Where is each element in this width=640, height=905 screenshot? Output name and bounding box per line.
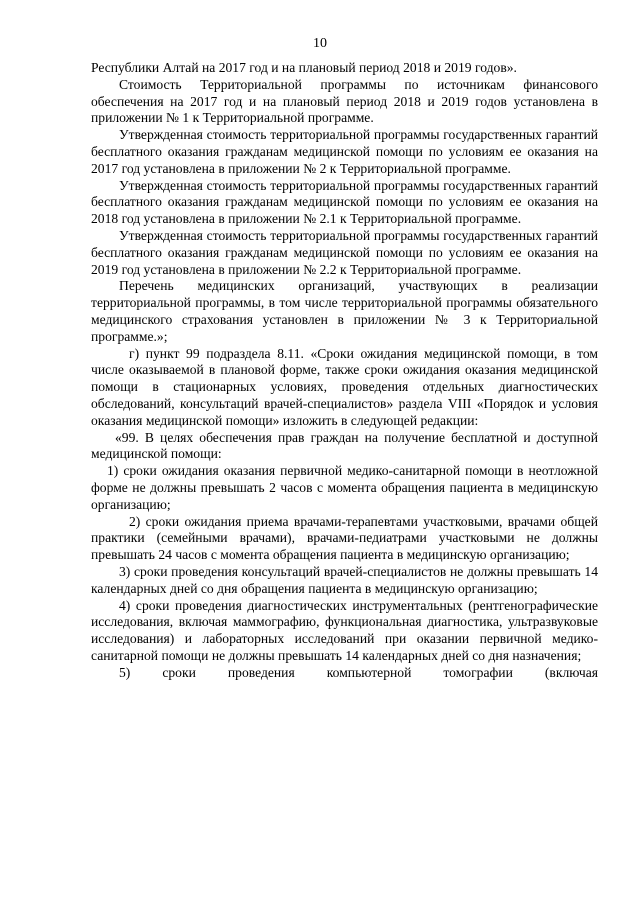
paragraph-organizations-list: Перечень медицинских организаций, участвующих в реализации территориальной программы, в том числе территориальной программы обязательного медицинского страхования установлен в приложении № 3 к Территориальной программе.»; [91,278,598,344]
paragraph-cost-2019: Утвержденная стоимость территориальной программы государственных гарантий бесплатного оказания гражданам медицинской помощи по условиям ее оказания на 2019 год установлена в приложении № 2.2 к Территориальной программе. [91,227,598,277]
paragraph-clause-99: «99. В целях обеспечения прав граждан на получение бесплатной и доступной медицинской помощи: [91,429,598,462]
list-item-1: 1) сроки ожидания оказания первичной медико-санитарной помощи в неотложной форме не должны превышать 2 часов с момента обращения пациента в медицинскую организацию; [91,463,598,512]
paragraph-continuation: Республики Алтай на 2017 год и на плановый период 2018 и 2019 годов». [91,60,517,75]
list-item-5: 5) сроки проведения компьютерной томографии (включая [119,664,598,680]
document-body [91,60,598,681]
list-item-2: 2) сроки ожидания приема врачами-терапевтами участковыми, врачами общей практики (семейными врачами), врачами-педиатрами участковыми не должны превышать 24 часов с момента обращения пациента в медицинскую организацию; [91,513,598,563]
paragraph-cost-2017: Утвержденная стоимость территориальной программы государственных гарантий бесплатного оказания гражданам медицинской помощи по условиям ее оказания на 2017 год установлена в приложении № 2 к Территориальной программе. [91,127,598,176]
list-item-3: 3) сроки проведения консультаций врачей-специалистов не должны превышать 14 календарных дней со дня обращения пациента в медицинскую организацию; [91,563,598,596]
list-item-4: 4) сроки проведения диагностических инструментальных (рентгенографические исследования, включая маммографию, функциональная диагностика, ультразвуковые исследования) и лабораторных исследований при оказании первичной медико-санитарной помощи не должны превышать 14 календарных дней со дня назначения; [91,597,598,663]
paragraph-item-g: г) пункт 99 подраздела 8.11. «Сроки ожидания медицинской помощи, в том числе оказываемой в плановой форме, также сроки ожидания оказания медицинской помощи в стационарных условиях, проведения отдельных диагностических обследований, консультаций врачей-специалистов» раздела VIII «Порядок и условия оказания медицинской помощи» изложить в следующей редакции: [91,345,598,428]
paragraph-program-cost: Стоимость Территориальной программы по источникам финансового обеспечения на 2017 год и на плановый период 2018 и 2019 годов установлена в приложении № 1 к Территориальной программе. [91,76,598,126]
paragraph-cost-2018: Утвержденная стоимость территориальной программы государственных гарантий бесплатного оказания гражданам медицинской помощи по условиям ее оказания на 2018 год установлена в приложении № 2.1 к Территориальной программе. [91,177,598,227]
page-number: 10 [313,36,327,51]
